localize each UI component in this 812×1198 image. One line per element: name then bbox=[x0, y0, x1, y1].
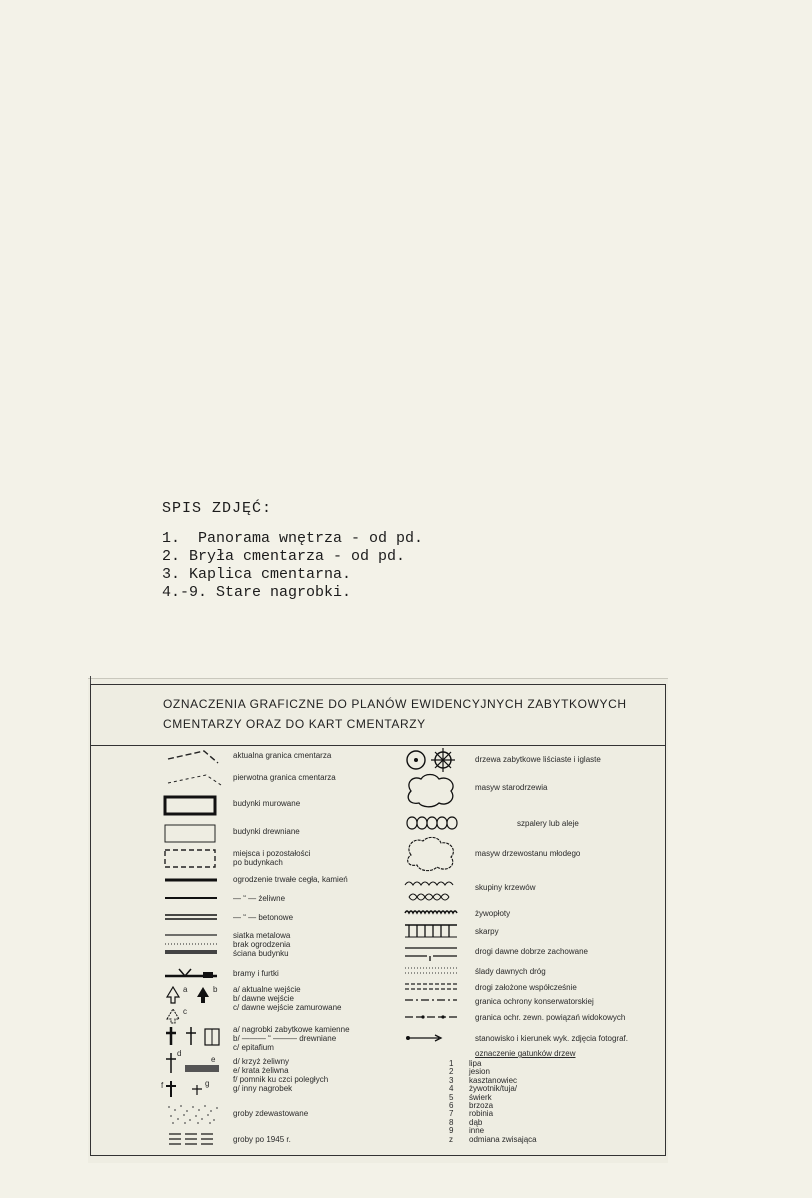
gates-symbol bbox=[163, 967, 221, 981]
legend-left-item: aktualna granica cmentarza bbox=[233, 751, 332, 760]
hedges-symbol bbox=[403, 909, 459, 917]
legend-right-item: drogi dawne dobrze zachowane bbox=[475, 947, 588, 956]
species-title: oznaczenie gatunków drzew bbox=[475, 1049, 576, 1058]
conservation-boundary-symbol bbox=[403, 997, 459, 1003]
photo-list-item: 3. Kaplica cmentarna. bbox=[162, 566, 352, 583]
species-number: z bbox=[449, 1134, 453, 1144]
legend-left-item: — “ — betonowe bbox=[233, 913, 294, 922]
legend-left-item: budynki drewniane bbox=[233, 827, 300, 836]
devastated-graves-symbol bbox=[165, 1103, 221, 1125]
species-name: robinia bbox=[469, 1109, 494, 1119]
photo-position-symbol bbox=[405, 1033, 445, 1043]
fence-mesh-wall-symbol bbox=[163, 931, 219, 957]
legend-left-item: groby zdewastowane bbox=[233, 1109, 309, 1118]
monument-other-symbol bbox=[165, 1077, 225, 1101]
legend-right-item: skupiny krzewów bbox=[475, 883, 536, 892]
legend-right-item: skarpy bbox=[475, 927, 499, 936]
photo-list bbox=[162, 500, 667, 610]
legend-left-item: a/ nagrobki zabytkowe kamienne b/ ——— “ ——— drewniane c/ epitafium bbox=[233, 1025, 350, 1052]
legend-left-item: d/ krzyż żeliwny e/ krata żeliwna f/ pomnik ku czci poległych g/ inny nagrobek bbox=[233, 1057, 329, 1093]
permanent-fence-symbol bbox=[163, 877, 219, 883]
young-stand-mass-symbol bbox=[403, 835, 459, 873]
legend-left-item: groby po 1945 r. bbox=[233, 1135, 291, 1144]
legend-right-item: żywopłoty bbox=[475, 909, 511, 918]
symbol-letter: f bbox=[161, 1081, 164, 1090]
legend-left-item: miejsca i pozostałości po budynkach bbox=[233, 849, 311, 867]
symbol-letter: a bbox=[183, 985, 188, 994]
photo-list-item: 4.-9. Stare nagrobki. bbox=[162, 584, 352, 601]
original-boundary-symbol bbox=[166, 769, 226, 787]
legend-right-item: szpalery lub aleje bbox=[517, 819, 579, 828]
former-building-symbol bbox=[163, 848, 219, 870]
symbol-letter: c bbox=[183, 1007, 187, 1016]
wooden-building-symbol bbox=[163, 823, 219, 845]
species-number: 5 bbox=[449, 1092, 454, 1102]
species-name: lipa bbox=[469, 1059, 482, 1068]
tree-rows-symbol bbox=[403, 813, 459, 833]
species-name: żywotnik/tuja/ bbox=[469, 1084, 518, 1094]
legend-title-line2: CMENTARZY ORAZ DO KART CMENTARZY bbox=[163, 717, 426, 731]
legend-left-item: budynki murowane bbox=[233, 799, 301, 808]
legend-right-item: granica ochrony konserwatorskiej bbox=[475, 997, 594, 1006]
modern-road-symbol bbox=[403, 981, 459, 991]
species-name: kasztanowiec bbox=[469, 1075, 518, 1085]
legend-left-item: — “ — żeliwne bbox=[233, 894, 286, 903]
tombstones-symbol bbox=[165, 1025, 225, 1047]
species-name: brzoza bbox=[469, 1101, 494, 1110]
shrub-groups-symbol bbox=[403, 879, 459, 905]
legend-table bbox=[90, 684, 666, 1156]
masonry-building-symbol bbox=[163, 795, 219, 817]
species-number: 3 bbox=[449, 1075, 454, 1085]
species-number: 7 bbox=[449, 1109, 454, 1119]
iron-fence-symbol bbox=[163, 895, 219, 901]
legend-title-line1: OZNACZENIA GRAFICZNE DO PLANÓW EWIDENCYJNYCH ZABYTKOWYCH bbox=[163, 697, 627, 711]
species-number: 9 bbox=[449, 1126, 454, 1136]
legend-right-item: masyw starodrzewia bbox=[475, 783, 548, 792]
legend-right-item: drogi założone współcześnie bbox=[475, 983, 577, 992]
legend-left-item: siatka metalowa brak ogrodzenia ściana budynku bbox=[233, 931, 291, 958]
species-number: 6 bbox=[449, 1101, 454, 1110]
road-traces-symbol bbox=[403, 965, 459, 975]
symbol-letter: e bbox=[211, 1055, 216, 1064]
old-road-preserved-symbol bbox=[403, 945, 459, 961]
post-1945-graves-symbol bbox=[167, 1131, 217, 1149]
old-stand-mass-symbol bbox=[403, 773, 459, 809]
species-number: 4 bbox=[449, 1084, 454, 1094]
legend-right-item: masyw drzewostanu młodego bbox=[475, 849, 581, 858]
species-number: 2 bbox=[449, 1067, 454, 1077]
view-protection-boundary-symbol bbox=[403, 1013, 459, 1021]
symbol-letter: g bbox=[205, 1079, 210, 1088]
photo-list-item: 1. Panorama wnętrza - od pd. bbox=[162, 530, 424, 547]
species-name: inne bbox=[469, 1126, 485, 1136]
photo-list-title: SPIS ZDJĘĆ: bbox=[162, 500, 273, 517]
concrete-fence-symbol bbox=[163, 913, 219, 921]
legend-right-item: ślady dawnych dróg bbox=[475, 967, 546, 976]
legend-header bbox=[91, 685, 665, 746]
legend-right-item: stanowisko i kierunek wyk. zdjęcia fotograf. bbox=[475, 1034, 628, 1043]
species-name: jesion bbox=[469, 1067, 490, 1077]
photo-list-item: 2. Bryła cmentarza - od pd. bbox=[162, 548, 406, 565]
historic-trees-symbol bbox=[405, 747, 461, 773]
species-name: świerk bbox=[469, 1092, 492, 1102]
iron-cross-grate-symbol bbox=[165, 1051, 225, 1075]
legend-left-item: a/ aktualne wejście b/ dawne wejście c/ dawne wejście zamurowane bbox=[233, 985, 342, 1012]
legend-right-item: drzewa zabytkowe liściaste i iglaste bbox=[475, 755, 601, 764]
escarpment-symbol bbox=[403, 923, 459, 939]
species-number: 8 bbox=[449, 1117, 454, 1127]
legend-right-item: granica ochr. zewn. powiązań widokowych bbox=[475, 1013, 626, 1022]
symbol-letter: d bbox=[177, 1049, 182, 1058]
species-number: 1 bbox=[449, 1059, 454, 1068]
species-name: dąb bbox=[469, 1117, 483, 1127]
legend-left-item: pierwotna granica cmentarza bbox=[233, 773, 336, 782]
legend-left-item: bramy i furtki bbox=[233, 969, 279, 978]
legend-left-item: ogrodzenie trwałe cegła, kamień bbox=[233, 875, 348, 884]
current-boundary-symbol bbox=[166, 747, 221, 765]
symbol-letter: b bbox=[213, 985, 218, 994]
species-name: odmiana zwisająca bbox=[469, 1134, 537, 1144]
